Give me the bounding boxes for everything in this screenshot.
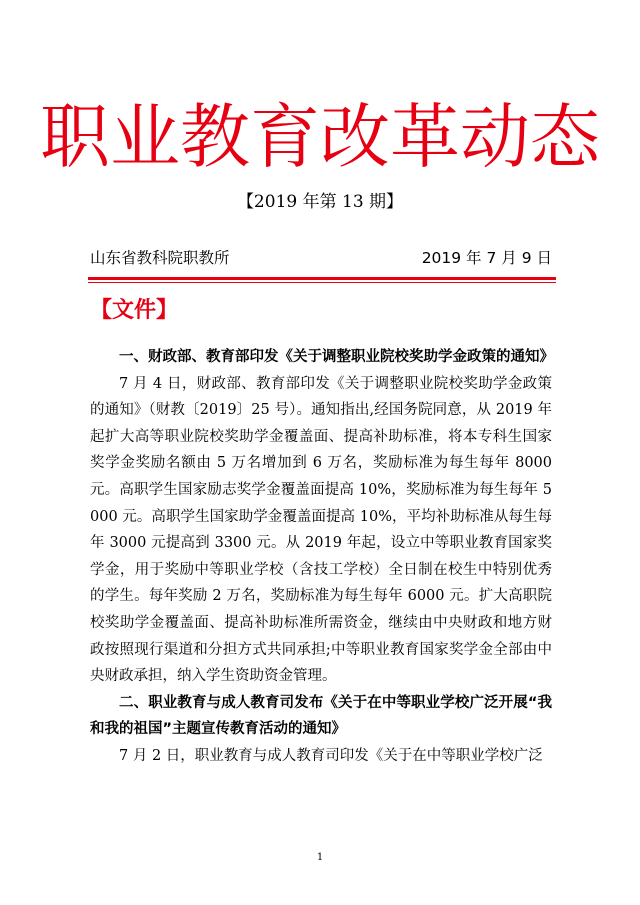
publication-date: 2019 年 7 月 9 日 <box>421 249 552 267</box>
masthead-title: 职业教育改革动态 <box>40 96 600 178</box>
issue-label: 【2019 年第 13 期】 <box>236 192 404 212</box>
article-2-body: 7 月 2 日，职业教育与成人教育司印发《关于在中等职业学校广泛 <box>119 747 543 764</box>
article-1-body: 7 月 4 日，财政部、教育部印发《关于调整职业院校奖助学金政策的通知》（财教〔2019〕25 号）。通知指出,经国务院同意，从 2019 年起扩大高等职业院校奖助学金覆盖面、提高补助标准，将本专科生国家奖学金奖励名额由 5 万名增加到 6 万名，奖励标准为每生每年 8000 元。高职学生国家励志奖学金覆盖面提高 10%，奖励标准为每生每年 5000 元。高职学生国家助学金覆盖面提高 10%，平均补助标准从每生每年 3000 元提高到 3300 元。从 2019 年起，设立中等职业教育国家奖学金，用于奖励中等职业学校（含技工学校）全日制在校生中特别优秀的学生。每年奖励 2 万名，奖励标准为每生每年 6000 元。扩大高职院校奖助学金覆盖面、提高补助标准所需资金，继续由中央财政和地方财政按照现行渠道和分担方式共同承担;中等职业教育国家奖学金全部由中央财政承担，纳入学生资助资金管理。 <box>90 375 552 685</box>
page-number: 1 <box>316 852 324 863</box>
article-1-headline: 一、财政部、教育部印发《关于调整职业院校奖助学金政策的通知》 <box>119 349 554 365</box>
article-2-headline: 二、职业教育与成人教育司发布《关于在中等职业学校广泛开展“我和我的祖国”主题宣传教育活动的通知》 <box>90 694 552 738</box>
section-heading: 【文件】 <box>90 298 179 323</box>
publisher-name: 山东省教科院职教所 <box>90 249 230 267</box>
article-content <box>90 344 552 770</box>
publication-meta <box>90 247 552 269</box>
header-rule-thin <box>88 282 556 283</box>
header-rule-thick <box>88 277 556 280</box>
